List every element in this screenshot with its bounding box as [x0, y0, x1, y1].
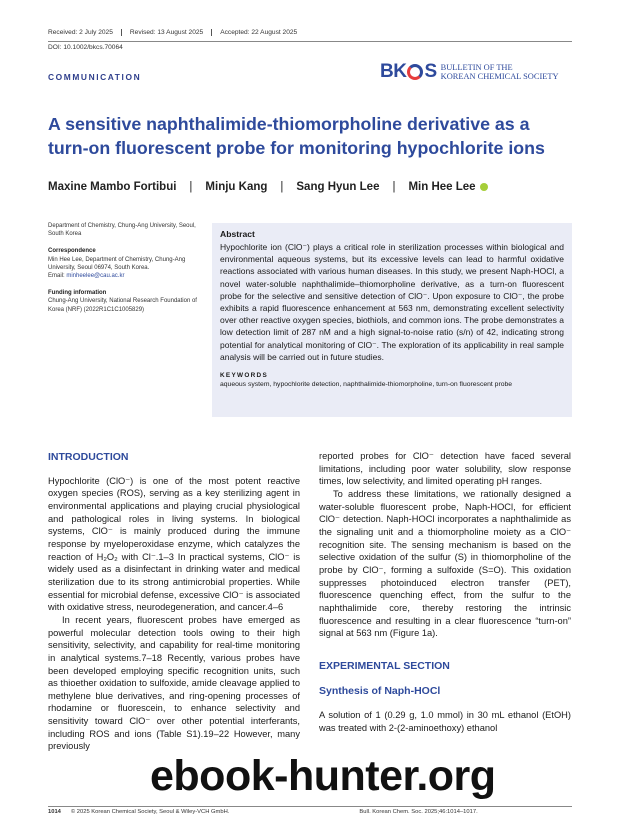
section-label: COMMUNICATION: [48, 72, 142, 82]
article-dates: [48, 29, 313, 36]
revised-date: Revised: 13 August 2025: [130, 29, 212, 36]
author-name[interactable]: Sang Hyun Lee: [296, 181, 380, 193]
journal-name: [441, 63, 559, 81]
right-column: [319, 450, 571, 734]
correspondence-block: [48, 247, 200, 280]
abstract-text: Hypochlorite ion (ClO⁻) plays a critical role in sterilization processes within biological and environmental aqueous systems, but its excessive levels can lead to harmful oxidative reactions associated with various human diseases. In this study, we present Naph-HOCl, a novel water-soluble naphthalimide–thiomorpholine derivative, as a turn-on fluorescent probe for the selective and sensitive detection of ClO⁻. Upon exposure to ClO⁻, the probe exhibits a rapid fluorescence enhancement at 563 nm, demonstrating excellent selectivity over other reactive oxygen species, biothiols, and common ions. The probe demonstrates a low detection limit of 287 nM and a high signal-to-noise ratio (s/n) of 42, indicating strong potential for analytical monitoring of ClO⁻. The exploration of its applicability in real sample analysis will be carried out in future studies.: [220, 242, 564, 362]
email-label: Email:: [48, 273, 67, 280]
accepted-date: Accepted: 22 August 2025: [220, 29, 298, 36]
body-paragraph: reported probes for ClO⁻ detection have faced several limitations, including poor water solubility, slow response times, low selectivity, and limited operating pH ranges.: [319, 451, 571, 487]
body-paragraph: Hypochlorite (ClO⁻) is one of the most potent reactive oxygen species (ROS), serving as a key sterilizing agent in environmental applications and playing crucial physiological and pathological roles in living systems. In biological systems, ClO⁻ is mainly produced during the immune response by myeloperoxidase enzyme, which catalyzes the reaction of H₂O₂ with Cl⁻.1–3 In practical systems, ClO⁻ is widely used as a disinfectant in drinking water and medical sterilization due to its strong antimicrobial properties. While essential for microbial defense, excessive ClO⁻ is associated with oxidative stress, neurodegeneration, and cancer.4–6: [48, 475, 300, 613]
correspondence-label: Correspondence: [48, 248, 96, 255]
author-separator: |: [280, 181, 284, 193]
copyright: © 2025 Korean Chemical Society, Seoul & Wiley-VCH GmbH.: [70, 809, 230, 815]
journal-name-line2: KOREAN CHEMICAL SOCIETY: [440, 72, 559, 81]
footer-divider: [48, 806, 572, 807]
journal-name-line1: BULLETIN OF THE: [440, 63, 513, 72]
article-info-sidebar: [48, 222, 200, 323]
funding-block: [48, 289, 200, 314]
header-divider: [48, 41, 572, 42]
journal-logo-mark: [380, 61, 437, 83]
logo-mark-left: BK: [380, 61, 407, 82]
affiliation: Department of Chemistry, Chung-Ang University, Seoul, South Korea: [48, 223, 196, 238]
watermark: ebook-hunter.org: [150, 752, 496, 800]
body-paragraph: To address these limitations, we rationally designed a water-soluble fluorescent probe, Naph-HOCl, for efficient ClO⁻ detection. Naph-HOCl incorporates a naphthalimide as the signaling unit and a thiomorpholine moiety as a ClO⁻ recognition site. The sensing mechanism is based on the selective oxidation of the sulfur (S) in thiomorpholine of the probe by ClO⁻, forming a sulfoxide (S=O). This oxidation suppresses photoinduced electron transfer (PET), fluorescence quenching effect, from the sulfur to the naphthalimide core, thereby restoring the intrinsic fluorescence and resulting in a clear fluorescence “turn-on” signal at 563 nm (Figure 1a).: [319, 488, 571, 639]
correspondence-email-line: [48, 272, 200, 280]
page-footer: [48, 809, 478, 815]
page-number: 1014: [48, 809, 61, 815]
left-column: [48, 451, 300, 753]
experimental-heading: EXPERIMENTAL SECTION: [319, 659, 450, 672]
body-paragraph: A solution of 1 (0.29 g, 1.0 mmol) in 30 mL ethanol (EtOH) was treated with 2-(2-aminoethoxy) ethanol: [319, 710, 571, 733]
doi[interactable]: DOI: 10.1002/bkcs.70064: [48, 44, 123, 51]
introduction-heading: INTRODUCTION: [48, 451, 129, 463]
author-list: [48, 181, 488, 193]
email-link[interactable]: minheelee@cau.ac.kr: [66, 273, 125, 280]
synthesis-heading: Synthesis of Naph-HOCl: [319, 684, 441, 697]
funding-text: Chung-Ang University, National Research Foundation of Korea (NRF) (2022R1C1C1005829): [48, 298, 197, 313]
funding-label: Funding information: [48, 290, 107, 297]
author-separator: |: [189, 181, 193, 193]
abstract-box: [212, 223, 572, 417]
body-paragraph: In recent years, fluorescent probes have emerged as powerful molecular detection tools owing to their high sensitivity, selectivity, and capability for real-time monitoring in analytical systems.7–18 Recently, various probes have been developed employing specific recognition units, such as thioether oxidation to sulfoxide, amide cleavage applied to methylene blue derivatives, and ring-opening processes of rhodamine or fluorescein, to enhance selectivity and sensitivity toward ClO⁻ over other potential interferants, including ROS and ions (Table S1).19–22 However, many previously: [48, 614, 300, 752]
citation: Bull. Korean Chem. Soc. 2025;46:1014–1017.: [359, 809, 478, 815]
author-name[interactable]: Maxine Mambo Fortibui: [48, 181, 177, 193]
received-date: Received: 2 July 2025: [48, 29, 122, 36]
author-separator: |: [392, 181, 396, 193]
orcid-icon[interactable]: [480, 183, 488, 191]
author-name[interactable]: Min Hee Lee: [408, 181, 476, 193]
abstract-heading: Abstract: [220, 229, 255, 239]
keywords: aqueous system, hypochlorite detection, naphthalimide-thiomorpholine, turn-on fluorescent probe: [220, 381, 513, 389]
logo-mark-right: S: [424, 61, 437, 82]
journal-logo: [380, 61, 559, 83]
logo-ring-icon: [407, 64, 423, 80]
correspondence-text: Min Hee Lee, Department of Chemistry, Chung-Ang University, Seoul 06974, South Korea.: [48, 256, 186, 271]
article-title: A sensitive naphthalimide-thiomorpholine derivative as a turn-on fluorescent probe for monitoring hypochlorite ions: [48, 114, 545, 158]
author-name[interactable]: Minju Kang: [205, 181, 268, 193]
keywords-heading: KEYWORDS: [220, 372, 269, 380]
